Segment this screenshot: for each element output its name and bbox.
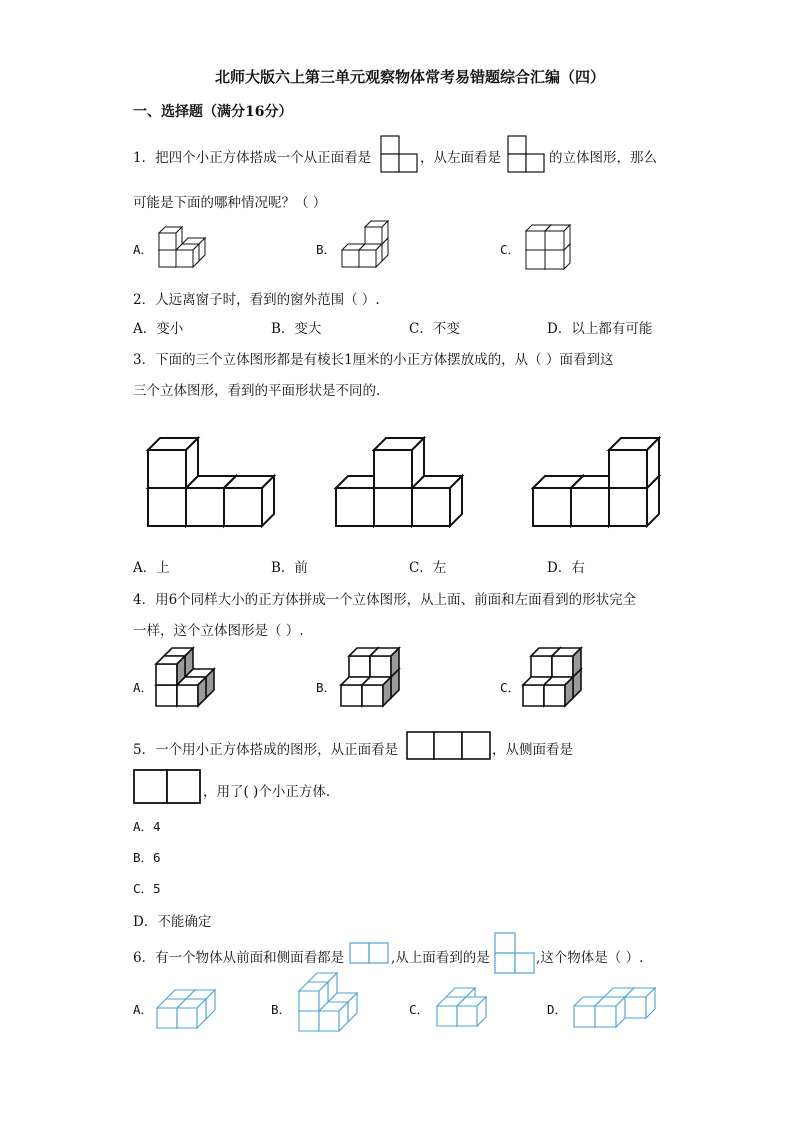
q3-option-b[interactable]: B．前 <box>271 560 308 576</box>
q6-text-part3: ,这个物体是（ ）. <box>536 950 644 966</box>
q1-text-part1: 1．把四个小正方体搭成一个从正面看是 <box>133 150 372 166</box>
cube-face <box>148 450 186 488</box>
q2-option-a[interactable]: A．变小 <box>133 321 184 337</box>
q2-option-d[interactable]: D．以上都有可能 <box>547 321 653 337</box>
q3-solid-1 <box>140 420 290 535</box>
q1-option-c-label[interactable]: C． <box>500 242 521 257</box>
q1-front-view-figure <box>380 135 420 175</box>
cube-face <box>531 656 552 677</box>
q4-option-a-figure[interactable] <box>153 650 218 715</box>
q2-text: 2．人远离窗子时，看到的窗外范围（ ）. <box>133 292 380 308</box>
q5-text-part2: ，从侧面看是 <box>492 742 573 758</box>
cube-face <box>545 250 564 269</box>
cube-face <box>374 488 412 526</box>
q4-text-line2: 一样，这个立体图形是（ ）. <box>133 623 304 639</box>
q4-option-a-label[interactable]: A． <box>133 680 154 695</box>
cube-face <box>370 656 391 677</box>
cube-face <box>224 488 262 526</box>
cube-face <box>319 1011 339 1031</box>
q6-front-side-view-figure <box>349 942 391 966</box>
cube-face <box>437 1006 457 1026</box>
cube-face <box>341 685 362 706</box>
q5-text-line2: ，用了( )个小正方体. <box>203 784 331 800</box>
q3-solid-2 <box>330 420 480 535</box>
q1-text-part3: 的立体图形，那么 <box>549 150 657 166</box>
q6-text-part2: ,从上面看到的是 <box>391 950 490 966</box>
cube-face <box>362 685 383 706</box>
cube-face <box>156 664 177 685</box>
cube-face <box>176 250 193 267</box>
q6-option-c-figure[interactable] <box>435 988 495 1030</box>
q4-text-line1: 4．用6个同样大小的正方体拼成一个立体图形，从上面、前面和左面看到的形状完全 <box>133 592 637 608</box>
cube-face <box>186 488 224 526</box>
q4-option-b-figure[interactable] <box>338 650 403 715</box>
cube-face <box>523 685 544 706</box>
cube-face <box>156 685 177 706</box>
cube-face <box>552 656 573 677</box>
cube-face <box>457 1006 477 1026</box>
q6-text-part1: 6．有一个物体从前面和侧面看都是 <box>133 950 345 966</box>
cube-face <box>609 488 647 526</box>
q1-option-a-figure[interactable] <box>155 220 205 270</box>
cube-face <box>177 685 198 706</box>
q6-top-view-figure <box>494 932 536 976</box>
q6-option-c-label[interactable]: C． <box>409 1002 430 1017</box>
q1-text-line2: 可能是下面的哪种情况呢？（ ） <box>133 195 327 211</box>
q6-option-b-figure[interactable] <box>297 975 357 1035</box>
page-title: 北师大版六上第三单元观察物体常考易错题综合汇编（四） <box>215 68 606 86</box>
q1-option-b-label[interactable]: B． <box>316 242 337 257</box>
cube-face <box>533 488 571 526</box>
cube-face <box>625 997 646 1018</box>
q5-front-view-figure <box>406 731 492 761</box>
q3-option-d[interactable]: D．右 <box>547 560 585 576</box>
cube-face <box>359 250 376 267</box>
cube-face <box>374 450 412 488</box>
q1-option-a-label[interactable]: A． <box>133 242 154 257</box>
q1-option-c-figure[interactable] <box>524 222 574 272</box>
q2-option-b[interactable]: B．变大 <box>271 321 322 337</box>
cube-face <box>342 250 359 267</box>
q4-option-c-label[interactable]: C． <box>500 680 521 695</box>
cube-face <box>148 488 186 526</box>
cube-face <box>159 233 176 250</box>
q5-option-d[interactable]: D．不能确定 <box>133 914 212 930</box>
cube-face <box>526 250 545 269</box>
cube-face <box>299 1011 319 1031</box>
cube-face <box>349 656 370 677</box>
cube-face <box>336 488 374 526</box>
q2-option-c[interactable]: C．不变 <box>409 321 460 337</box>
q5-side-view-figure <box>133 769 203 805</box>
q1-text-part2: ，从左面看是 <box>420 150 501 166</box>
q4-option-c-figure[interactable] <box>520 650 585 715</box>
q6-option-a-label[interactable]: A． <box>133 1002 154 1017</box>
q6-option-b-label[interactable]: B． <box>271 1002 292 1017</box>
q6-option-d-label[interactable]: D． <box>547 1002 568 1017</box>
q4-option-b-label[interactable]: B． <box>316 680 337 695</box>
q3-option-c[interactable]: C．左 <box>409 560 447 576</box>
cube-face <box>159 250 176 267</box>
cube-face <box>574 1006 595 1027</box>
q5-option-a[interactable]: A．4 <box>133 819 161 834</box>
cube-face <box>412 488 450 526</box>
section-heading: 一、选择题（满分16分） <box>133 104 293 120</box>
cube-face <box>595 1006 616 1027</box>
cube-face <box>609 450 647 488</box>
q5-option-c[interactable]: C．5 <box>133 881 161 896</box>
cube-face <box>157 1008 177 1028</box>
cube-face <box>365 227 382 244</box>
q6-option-a-figure[interactable] <box>155 990 215 1032</box>
cube-face <box>299 991 319 1011</box>
q6-option-d-figure[interactable] <box>572 986 652 1030</box>
cube-face <box>526 231 545 250</box>
cube-face <box>571 488 609 526</box>
cube-face <box>177 1008 197 1028</box>
cube-face <box>544 685 565 706</box>
q1-left-view-figure <box>507 135 547 175</box>
q3-solid-3 <box>527 420 677 535</box>
q3-option-a[interactable]: A．上 <box>133 560 170 576</box>
q3-text-line1: 3．下面的三个立体图形都是有棱长1厘米的小正方体摆放成的，从（ ）面看到这 <box>133 352 614 368</box>
q3-text-line2: 三个立体图形，看到的平面形状是不同的. <box>133 383 381 399</box>
q5-text-part1: 5．一个用小正方体搭成的图形，从正面看是 <box>133 742 399 758</box>
q1-option-b-figure[interactable] <box>338 220 388 270</box>
q5-option-b[interactable]: B．6 <box>133 850 161 865</box>
cube-face <box>545 231 564 250</box>
